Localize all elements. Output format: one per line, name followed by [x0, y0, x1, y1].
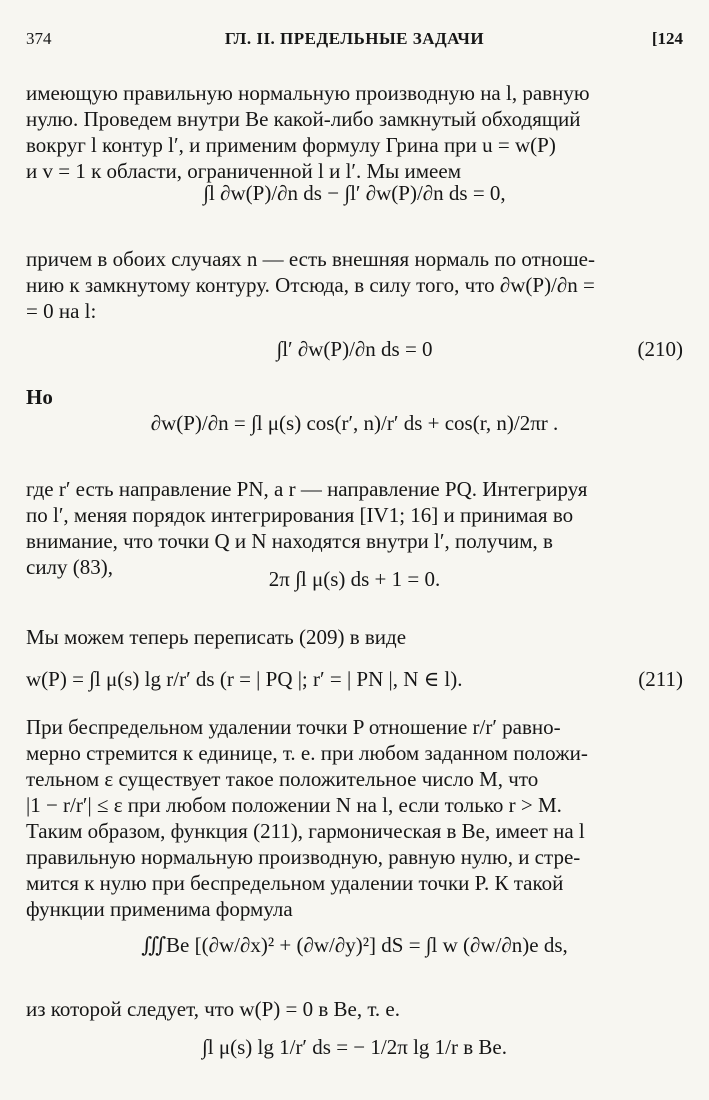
- paragraph-5: [26, 714, 683, 922]
- equation-number: (210): [637, 337, 683, 361]
- paragraph-2: [26, 246, 683, 324]
- paragraph-4: [26, 624, 683, 650]
- equation-text: ∫l′ ∂w(P)/∂n ds = 0: [276, 337, 433, 361]
- text-line: из которой следует, что w(P) = 0 в Be, т. е.: [26, 997, 401, 1021]
- paragraph-6: [26, 996, 683, 1022]
- equation-final: [26, 1034, 683, 1094]
- text-line: Таким образом, функция (211), гармоническая в Be, имеет на l: [26, 819, 585, 843]
- text-line: Но: [26, 385, 53, 409]
- equation-number: (211): [638, 667, 683, 691]
- equation-green-formula: [26, 932, 683, 992]
- text-line: по l′, меняя порядок интегрирования [IV1; 16] и принимая во: [26, 503, 574, 527]
- text-line: мится к нулю при беспредельном удалении точки P. К такой: [26, 871, 564, 895]
- equation-text: ∭Be [(∂w/∂x)² + (∂w/∂y)²] dS = ∫l w (∂w/∂n)e ds,: [141, 933, 568, 957]
- equation-text: w(P) = ∫l μ(s) lg r/r′ ds (r = | PQ |; r′ = | PN |, N ∈ l).: [26, 667, 463, 691]
- text-line: где r′ есть направление PN, а r — направление PQ. Интегрируя: [26, 477, 588, 501]
- paragraph-1: [26, 80, 683, 184]
- word-but: [26, 384, 683, 410]
- equation-normal-derivative: [26, 410, 683, 470]
- text-line: внимание, что точки Q и N находятся внутри l′, получим, в: [26, 529, 553, 553]
- text-line: и v = 1 к области, ограниченной l и l′. Мы имеем: [26, 159, 461, 183]
- equation-green-contours: [26, 180, 683, 240]
- page-number: 374: [26, 29, 52, 48]
- text-line: функции применима формула: [26, 897, 293, 921]
- equation-text: ∫l μ(s) lg 1/r′ ds = − 1/2π lg 1/r в Be.: [202, 1035, 507, 1059]
- text-line: |1 − r/r′| ≤ ε при любом положении N на l, если только r > M.: [26, 793, 562, 817]
- equation-text: ∫l ∂w(P)/∂n ds − ∫l′ ∂w(P)/∂n ds = 0,: [203, 181, 506, 205]
- equation-text: 2π ∫l μ(s) ds + 1 = 0.: [268, 567, 441, 591]
- text-line: нулю. Проведем внутри Be какой-либо замкнутый обходящий: [26, 107, 581, 131]
- equation-2pi: [26, 566, 683, 626]
- running-header: [26, 26, 683, 52]
- text-line: силу (83),: [26, 555, 114, 579]
- text-line: Мы можем теперь переписать (209) в виде: [26, 625, 407, 649]
- text-line: нию к замкнутому контуру. Отсюда, в силу того, что ∂w(P)/∂n =: [26, 273, 595, 297]
- paragraph-3: [26, 476, 683, 580]
- section-number: [124: [651, 29, 683, 48]
- chapter-title: ГЛ. II. ПРЕДЕЛЬНЫЕ ЗАДАЧИ: [224, 29, 485, 48]
- text-line: вокруг l контур l′, и применим формулу Грина при u = w(P): [26, 133, 556, 157]
- text-line: правильную нормальную производную, равную нулю, и стре-: [26, 845, 581, 869]
- equation-text: ∂w(P)/∂n = ∫l μ(s) cos(r′, n)/r′ ds + cos(r, n)/2πr .: [150, 411, 559, 435]
- text-line: тельном ε существует такое положительное число M, что: [26, 767, 539, 791]
- text-line: мерно стремится к единице, т. е. при любом заданном положи-: [26, 741, 588, 765]
- text-line: причем в обоих случаях n — есть внешняя нормаль по отноше-: [26, 247, 595, 271]
- text-line: При беспредельном удалении точки P отношение r/r′ равно-: [26, 715, 561, 739]
- text-line: имеющую правильную нормальную производную на l, равную: [26, 81, 590, 105]
- text-line: = 0 на l:: [26, 299, 97, 323]
